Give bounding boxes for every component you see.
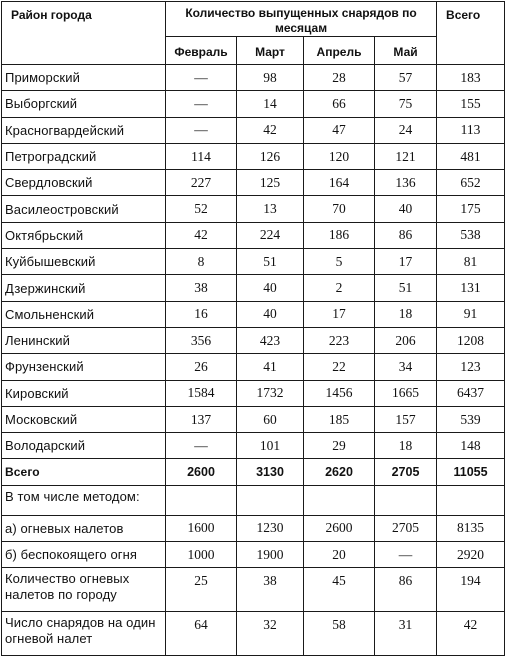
total-row [2,459,505,485]
table-row [2,542,505,568]
value-cell: 1000 [166,542,237,568]
empty-cell [304,485,375,515]
table-row [2,612,505,656]
value-cell: 40 [237,275,304,301]
row-label: Московский [2,406,166,432]
row-label: Октябрьский [2,222,166,248]
value-cell: — [166,117,237,143]
table-row [2,354,505,380]
value-cell: 17 [304,301,375,327]
value-cell: — [166,433,237,459]
value-cell: 20 [304,542,375,568]
value-cell: 75 [375,91,437,117]
row-label: Свердловский [2,170,166,196]
month-header-may: Май [375,37,437,65]
value-cell: 183 [437,65,505,91]
value-cell: 2920 [437,542,505,568]
value-cell: 91 [437,301,505,327]
value-cell: 40 [375,196,437,222]
value-cell: 60 [237,406,304,432]
value-cell: 25 [166,568,237,612]
value-cell: 652 [437,170,505,196]
value-cell: 8 [166,249,237,275]
table-row [2,222,505,248]
method-rows [2,515,505,568]
value-cell: 1208 [437,327,505,353]
value-cell: 2600 [304,515,375,541]
value-cell: 136 [375,170,437,196]
value-cell: 45 [304,568,375,612]
table-row [2,301,505,327]
table-row [2,249,505,275]
empty-cell [375,485,437,515]
value-cell: 51 [375,275,437,301]
value-cell: 86 [375,222,437,248]
row-label: Фрунзенский [2,354,166,380]
table-row [2,196,505,222]
value-cell: 224 [237,222,304,248]
total-apr: 2620 [304,459,375,485]
row-label: Василеостровский [2,196,166,222]
value-cell: 206 [375,327,437,353]
value-cell: 121 [375,143,437,169]
value-cell: 42 [237,117,304,143]
table-row [2,568,505,612]
value-cell: 40 [237,301,304,327]
value-cell: 57 [375,65,437,91]
value-cell: 81 [437,249,505,275]
value-cell: 28 [304,65,375,91]
value-cell: 32 [237,612,304,656]
value-cell: 42 [166,222,237,248]
value-cell: 120 [304,143,375,169]
value-cell: 185 [304,406,375,432]
value-cell: 18 [375,301,437,327]
months-group-header: Количество выпущенных снарядов по месяцам [166,2,437,37]
value-cell: 481 [437,143,505,169]
value-cell: 101 [237,433,304,459]
row-label: Смольненский [2,301,166,327]
value-cell: 13 [237,196,304,222]
value-cell: 1230 [237,515,304,541]
value-cell: 52 [166,196,237,222]
value-cell: 58 [304,612,375,656]
value-cell: 64 [166,612,237,656]
value-cell: 29 [304,433,375,459]
value-cell: 1900 [237,542,304,568]
value-cell: 86 [375,568,437,612]
row-label: Число снарядов на один огневой налет [2,612,166,656]
row-label: Количество огневых налетов по городу [2,568,166,612]
total-all: 11055 [437,459,505,485]
total-column-header: Всего [437,2,505,65]
value-cell: 6437 [437,380,505,406]
empty-cell [437,485,505,515]
value-cell: 51 [237,249,304,275]
value-cell: 26 [166,354,237,380]
value-cell: 38 [237,568,304,612]
value-cell: 137 [166,406,237,432]
row-label: Дзержинский [2,275,166,301]
value-cell: 113 [437,117,505,143]
value-cell: 223 [304,327,375,353]
subheading-row [2,485,505,515]
value-cell: 66 [304,91,375,117]
table-row [2,275,505,301]
empty-cell [166,485,237,515]
value-cell: 5 [304,249,375,275]
row-label: Володарский [2,433,166,459]
value-cell: 131 [437,275,505,301]
table-row [2,117,505,143]
value-cell: 1732 [237,380,304,406]
subheading-label: В том числе методом: [2,485,166,515]
value-cell: 148 [437,433,505,459]
value-cell: 227 [166,170,237,196]
value-cell: 42 [437,612,505,656]
district-rows [2,65,505,459]
table-row [2,515,505,541]
value-cell: 34 [375,354,437,380]
row-label: Выборгский [2,91,166,117]
value-cell: 38 [166,275,237,301]
value-cell: 126 [237,143,304,169]
value-cell: 18 [375,433,437,459]
value-cell: 538 [437,222,505,248]
value-cell: 123 [437,354,505,380]
month-header-mar: Март [237,37,304,65]
value-cell: 14 [237,91,304,117]
shells-table [1,1,505,656]
table-row [2,433,505,459]
row-label: б) беспокоящего огня [2,542,166,568]
total-may: 2705 [375,459,437,485]
row-label: Кировский [2,380,166,406]
value-cell: — [166,65,237,91]
value-cell: 17 [375,249,437,275]
table-row [2,65,505,91]
row-label: Петроградский [2,143,166,169]
value-cell: 423 [237,327,304,353]
value-cell: 114 [166,143,237,169]
value-cell: 70 [304,196,375,222]
value-cell: 1584 [166,380,237,406]
value-cell: 98 [237,65,304,91]
value-cell: 24 [375,117,437,143]
value-cell: 8135 [437,515,505,541]
value-cell: 16 [166,301,237,327]
value-cell: 194 [437,568,505,612]
extra-rows [2,568,505,656]
value-cell: 2 [304,275,375,301]
table-row [2,91,505,117]
value-cell: 2705 [375,515,437,541]
value-cell: 1456 [304,380,375,406]
table-row [2,380,505,406]
table-row [2,327,505,353]
value-cell: 186 [304,222,375,248]
value-cell: 125 [237,170,304,196]
value-cell: 41 [237,354,304,380]
row-label: а) огневых налетов [2,515,166,541]
table-row [2,143,505,169]
value-cell: 356 [166,327,237,353]
value-cell: 155 [437,91,505,117]
table-row [2,170,505,196]
value-cell: 157 [375,406,437,432]
value-cell: 539 [437,406,505,432]
value-cell: 47 [304,117,375,143]
value-cell: 175 [437,196,505,222]
value-cell: — [166,91,237,117]
district-column-header: Район города [2,2,166,65]
value-cell: — [375,542,437,568]
row-label: Куйбышевский [2,249,166,275]
row-label: Красногвардейский [2,117,166,143]
value-cell: 1600 [166,515,237,541]
total-feb: 2600 [166,459,237,485]
total-mar: 3130 [237,459,304,485]
empty-cell [237,485,304,515]
row-label: Приморский [2,65,166,91]
month-header-feb: Февраль [166,37,237,65]
value-cell: 22 [304,354,375,380]
row-label: Ленинский [2,327,166,353]
value-cell: 164 [304,170,375,196]
table-row [2,406,505,432]
total-row-label: Всего [2,459,166,485]
value-cell: 31 [375,612,437,656]
month-header-apr: Апрель [304,37,375,65]
value-cell: 1665 [375,380,437,406]
